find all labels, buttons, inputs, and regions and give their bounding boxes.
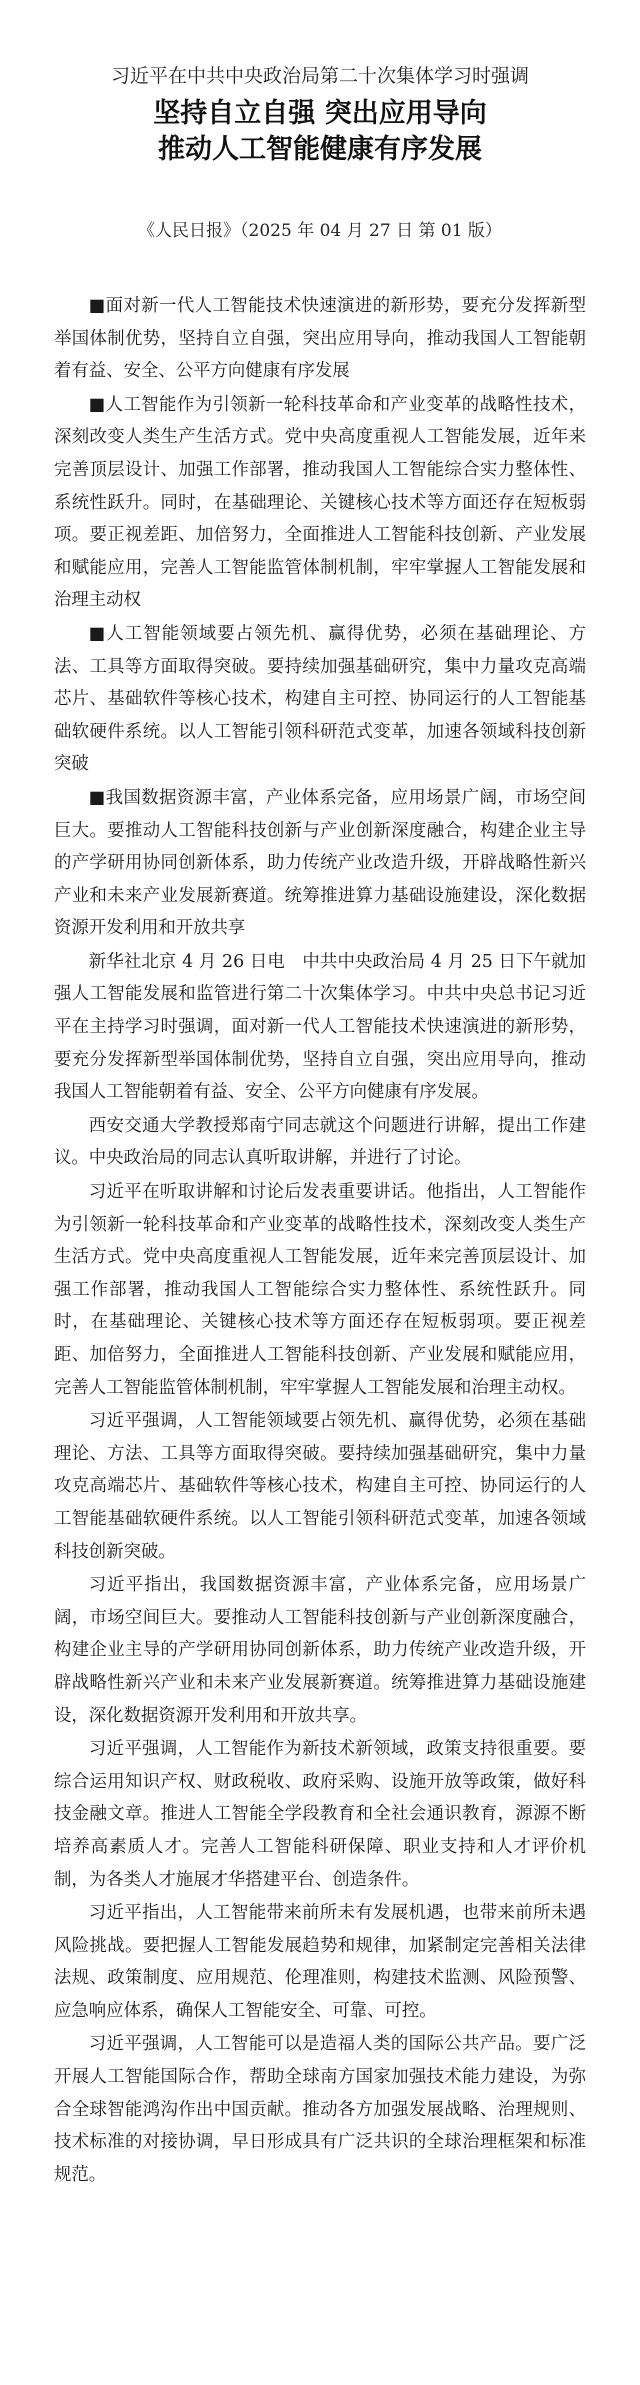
body-paragraph: 习近平指出，我国数据资源丰富，产业体系完备，应用场景广阔，市场空间巨大。要推动人工智能科技创新与产业创新深度融合，构建企业主导的产学研用协同创新体系，助力传统产业改造升级，开辟战略性新兴产业和未来产业发展新赛道。统筹推进算力基础设施建设，深化数据资源开发利用和开放共享。: [54, 1575, 586, 1726]
body-paragraph: 习近平在听取讲解和讨论后发表重要讲话。他指出，人工智能作为引领新一轮科技革命和产业变革的战略性技术，深刻改变人类生产生活方式。党中央高度重视人工智能发展，近年来完善顶层设计、加强工作部署，推动我国人工智能综合实力整体性、系统性跃升。同时，在基础理论、关键核心技术等方面还存在短板弱项。要正视差距、加倍努力，全面推进人工智能科技创新、产业发展和赋能应用，完善人工智能监管体制机制，牢牢掌握人工智能发展和治理主动权。: [54, 1182, 586, 1398]
article-kicker: 习近平在中共中央政治局第二十次集体学习时强调: [110, 65, 529, 87]
article-source: 《人民日报》（2025 年 04 月 27 日 第 01 版）: [138, 221, 502, 241]
article-body: [54, 290, 586, 2191]
body-paragraph: 习近平强调，人工智能可以是造福人类的国际公共产品。要广泛开展人工智能国际合作，帮助全球南方国家加强技术能力建设，为弥合全球智能鸿沟作出中国贡献。推动各方加强发展战略、治理规则、技术标准的对接协调，早日形成具有广泛共识的全球治理框架和标准规范。: [54, 2034, 586, 2185]
body-paragraph: 西安交通大学教授郑南宁同志就这个问题进行讲解，提出工作建议。中央政治局的同志认真听取讲解，并进行了讨论。: [54, 1115, 586, 1169]
article-headline-line-1: 坚持自立自强 突出应用导向: [153, 98, 487, 129]
summary-point: ■我国数据资源丰富，产业体系完备，应用场景广阔，市场空间巨大。要推动人工智能科技创新与产业创新深度融合，构建企业主导的产学研用协同创新体系，助力传统产业改造升级，开辟战略性新兴产业和未来产业发展新赛道。统筹推进算力基础设施建设，深化数据资源开发利用和开放共享: [54, 787, 586, 939]
body-paragraph: 习近平强调，人工智能作为新技术新领域，政策支持很重要。要综合运用知识产权、财政税收、政府采购、设施开放等政策，做好科技金融文章。推进人工智能全学段教育和全社会通识教育，源源不断培养高素质人才。完善人工智能科研保障、职业支持和人才评价机制，为各类人才施展才华搭建平台、创造条件。: [54, 1739, 586, 1890]
body-paragraph: 习近平强调，人工智能领域要占领先机、赢得优势，必须在基础理论、方法、工具等方面取得突破。要持续加强基础研究，集中力量攻克高端芯片、基础软件等核心技术，构建自主可控、协同运行的人工智能基础软硬件系统。以人工智能引领科研范式变革，加速各领域科技创新突破。: [54, 1411, 586, 1562]
article-headline-line-2: 推动人工智能健康有序发展: [158, 134, 482, 165]
summary-point: ■面对新一代人工智能技术快速演进的新形势，要充分发挥新型举国体制优势，坚持自立自强，突出应用导向，推动我国人工智能朝着有益、安全、公平方向健康有序发展: [54, 296, 586, 382]
body-paragraph: 新华社北京 4 月 26 日电 中共中央政治局 4 月 25 日下午就加强人工智能发展和监管进行第二十次集体学习。中共中央总书记习近平在主持学习时强调，面对新一代人工智能技术快速演进的新形势，要充分发挥新型举国体制优势，坚持自立自强，突出应用导向，推动我国人工智能朝着有益、安全、公平方向健康有序发展。: [54, 951, 586, 1103]
summary-point: ■人工智能作为引领新一轮科技革命和产业变革的战略性技术，深刻改变人类生产生活方式。党中央高度重视人工智能发展，近年来完善顶层设计、加强工作部署，推动我国人工智能综合实力整体性、系统性跃升。同时，在基础理论、关键核心技术等方面还存在短板弱项。要正视差距、加倍努力，全面推进人工智能科技创新、产业发展和赋能应用，完善人工智能监管体制机制，牢牢掌握人工智能发展和治理主动权: [54, 394, 586, 611]
body-paragraph: 习近平指出，人工智能带来前所未有发展机遇，也带来前所未遇风险挑战。要把握人工智能发展趋势和规律，加紧制定完善相关法律法规、政策制度、应用规范、伦理准则，构建技术监测、风险预警、应急响应体系，确保人工智能安全、可靠、可控。: [54, 1903, 586, 2021]
summary-point: ■人工智能领域要占领先机、赢得优势，必须在基础理论、方法、工具等方面取得突破。要持续加强基础研究，集中力量攻克高端芯片、基础软件等核心技术，构建自主可控、协同运行的人工智能基础软硬件系统。以人工智能引领科研范式变革，加速各领域科技创新突破: [54, 623, 586, 775]
